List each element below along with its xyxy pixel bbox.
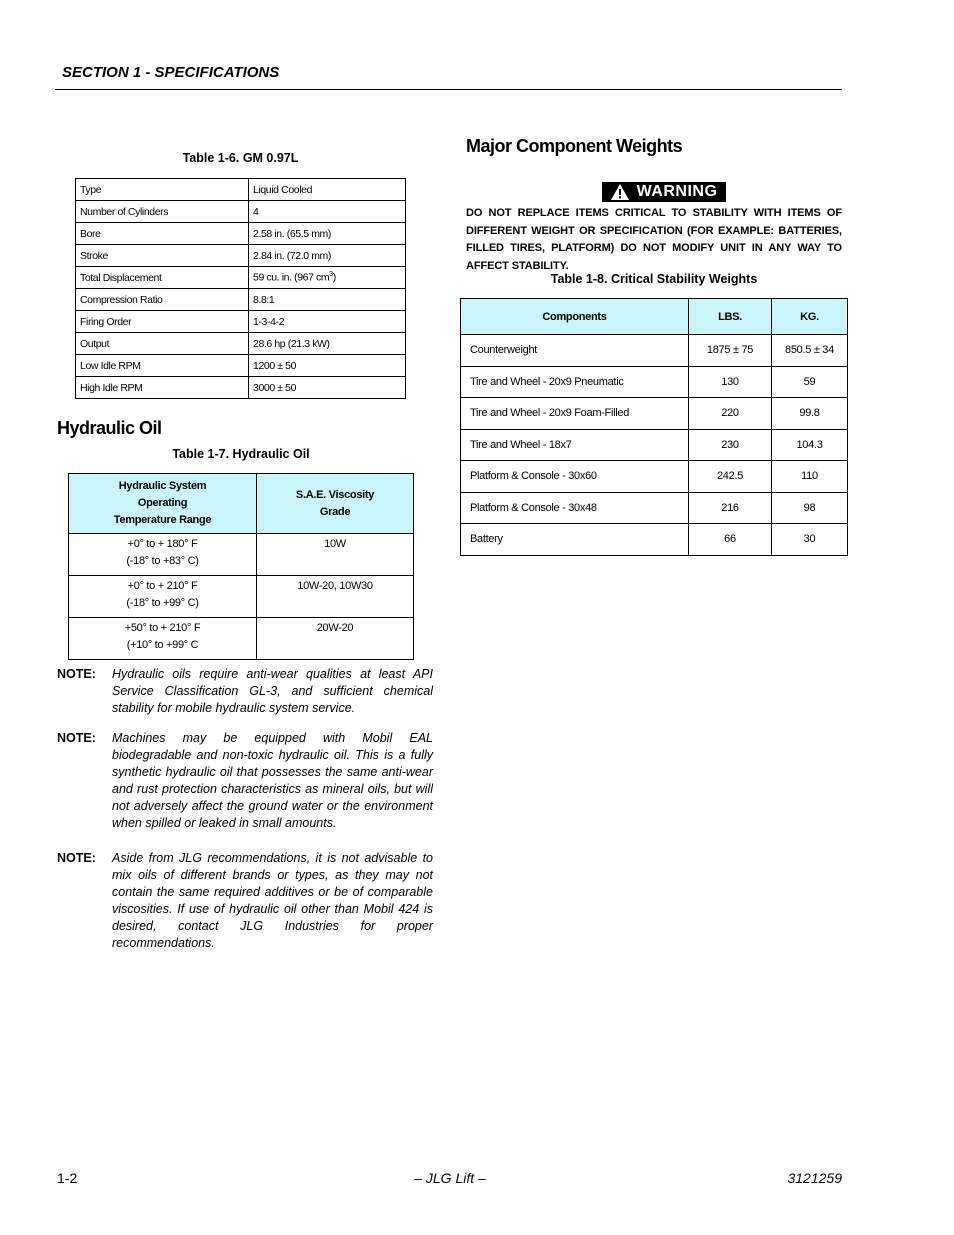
weight-kg: 104.3 [772,429,848,461]
weight-kg: 30 [772,524,848,556]
spec-label: Total Displacement [76,267,249,289]
spec-value: 3000 ± 50 [249,377,406,399]
table-row [76,245,406,267]
spec-value: 1-3-4-2 [249,311,406,333]
hydraulic-oil-heading: Hydraulic Oil [57,418,162,438]
table-row [69,534,414,576]
spec-label: Stroke [76,245,249,267]
spec-label: Firing Order [76,311,249,333]
spec-label: High Idle RPM [76,377,249,399]
table-row [461,335,848,367]
note-label: NOTE: [57,731,96,745]
warning-text: DO NOT REPLACE ITEMS CRITICAL TO STABILITY WITH ITEMS OF DIFFERENT WEIGHT OR SPECIFICATION (FOR EXAMPLE: BATTERIES, FILLED TIRES, PLATFORM) DO NOT MODIFY UNIT IN ANY WAY TO AFFECT STABILITY. [466,207,842,272]
document-number: 3121259 [787,1170,842,1186]
table-1-8-caption: Table 1-8. Critical Stability Weights [550,272,758,286]
spec-value: 1200 ± 50 [249,355,406,377]
footer-brand: – JLG Lift – [414,1170,486,1186]
viscosity-grade: 10W [257,534,414,576]
table-row [76,201,406,223]
warning-badge [602,182,726,202]
table-row [76,223,406,245]
note-3 [57,850,433,952]
weight-lbs: 230 [689,429,772,461]
table-row [461,492,848,524]
column-header-temperature: Hydraulic System Operating Temperature Range [69,474,257,534]
column-header-components: Components [461,299,689,335]
column-header-lbs: LBS. [689,299,772,335]
spec-label: Number of Cylinders [76,201,249,223]
component-name: Tire and Wheel - 18x7 [461,429,689,461]
table-row [461,524,848,556]
component-name: Platform & Console - 30x60 [461,461,689,493]
note-label: NOTE: [57,851,96,865]
table-row [461,429,848,461]
component-name: Tire and Wheel - 20x9 Pneumatic [461,366,689,398]
temperature-range: +0° to + 210° F (-18° to +99° C) [69,576,257,618]
table-row [76,179,406,201]
note-text: Machines may be equipped with Mobil EAL biodegradable and non-toxic hydraulic oil. This is a fully synthetic hydraulic oil that possesses the same anti-wear and rust protection characteristics as mineral oils, but will not adversely affect the ground water or the environment when spilled or leaked in small amounts. [112,731,433,830]
weight-lbs: 242.5 [689,461,772,493]
component-name: Tire and Wheel - 20x9 Foam-Filled [461,398,689,430]
note-label: NOTE: [57,667,96,681]
critical-stability-weights-table [460,298,848,556]
spec-value: 59 cu. in. (967 $cm^3$) [249,267,406,289]
spec-value: 8.8:1 [249,289,406,311]
note-text: Hydraulic oils require anti-wear qualities at least API Service Classification GL-3, and sufficient chemical stability for mobile hydraulic system service. [112,667,433,715]
spec-value: 2.84 in. (72.0 mm) [249,245,406,267]
page-number: 1-2 [57,1170,78,1186]
weight-kg: 850.5 ± 34 [772,335,848,367]
weight-lbs: 1875 ± 75 [689,335,772,367]
warning-label: WARNING [636,183,718,200]
weight-kg: 110 [772,461,848,493]
superscript: 3 [329,271,333,279]
spec-label: Bore [76,223,249,245]
table-row [76,289,406,311]
table-row [76,267,406,289]
weight-kg: 98 [772,492,848,524]
weight-lbs: 130 [689,366,772,398]
table-row [76,355,406,377]
table-1-7-caption: Table 1-7. Hydraulic Oil [172,447,310,461]
spec-label: Compression Ratio [76,289,249,311]
note-1 [57,666,433,717]
table-row [461,461,848,493]
spec-value: 4 [249,201,406,223]
warning-triangle-icon [611,184,629,200]
major-component-weights-heading: Major Component Weights [466,136,683,156]
section-title: SECTION 1 - SPECIFICATIONS [62,64,280,81]
spec-value: Liquid Cooled [249,179,406,201]
column-header-viscosity: S.A.E. Viscosity Grade [257,474,414,534]
spec-label: Type [76,179,249,201]
table-row [69,618,414,660]
table-row [76,377,406,399]
weight-lbs: 66 [689,524,772,556]
temperature-range: +0° to + 180° F (-18° to +83° C) [69,534,257,576]
column-header-kg: KG. [772,299,848,335]
hydraulic-oil-table [68,473,414,660]
component-name: Platform & Console - 30x48 [461,492,689,524]
spec-label: Low Idle RPM [76,355,249,377]
component-name: Battery [461,524,689,556]
note-2 [57,730,433,832]
weight-kg: 99.8 [772,398,848,430]
table-row [76,311,406,333]
table-row [76,333,406,355]
spec-value: 2.58 in. (65.5 mm) [249,223,406,245]
table-row [461,366,848,398]
viscosity-grade: 10W-20, 10W30 [257,576,414,618]
table-row [69,576,414,618]
header-divider [55,89,842,90]
note-text: Aside from JLG recommendations, it is not advisable to mix oils of different brands or types, as they may not contain the same required additives or be of comparable viscosities. If use of hydraulic oil other than Mobil 424 is desired, contact JLG Industries for proper recommendations. [112,851,433,950]
table-header-row [461,299,848,335]
table-row [461,398,848,430]
table-1-6-caption: Table 1-6. GM 0.97L [182,151,299,165]
weight-lbs: 216 [689,492,772,524]
spec-label: Output [76,333,249,355]
component-name: Counterweight [461,335,689,367]
temperature-range: +50° to + 210° F (+10° to +99° C [69,618,257,660]
weight-lbs: 220 [689,398,772,430]
engine-spec-table [75,178,406,399]
weight-kg: 59 [772,366,848,398]
table-header-row [69,474,414,534]
viscosity-grade: 20W-20 [257,618,414,660]
spec-value: 28.6 hp (21.3 kW) [249,333,406,355]
